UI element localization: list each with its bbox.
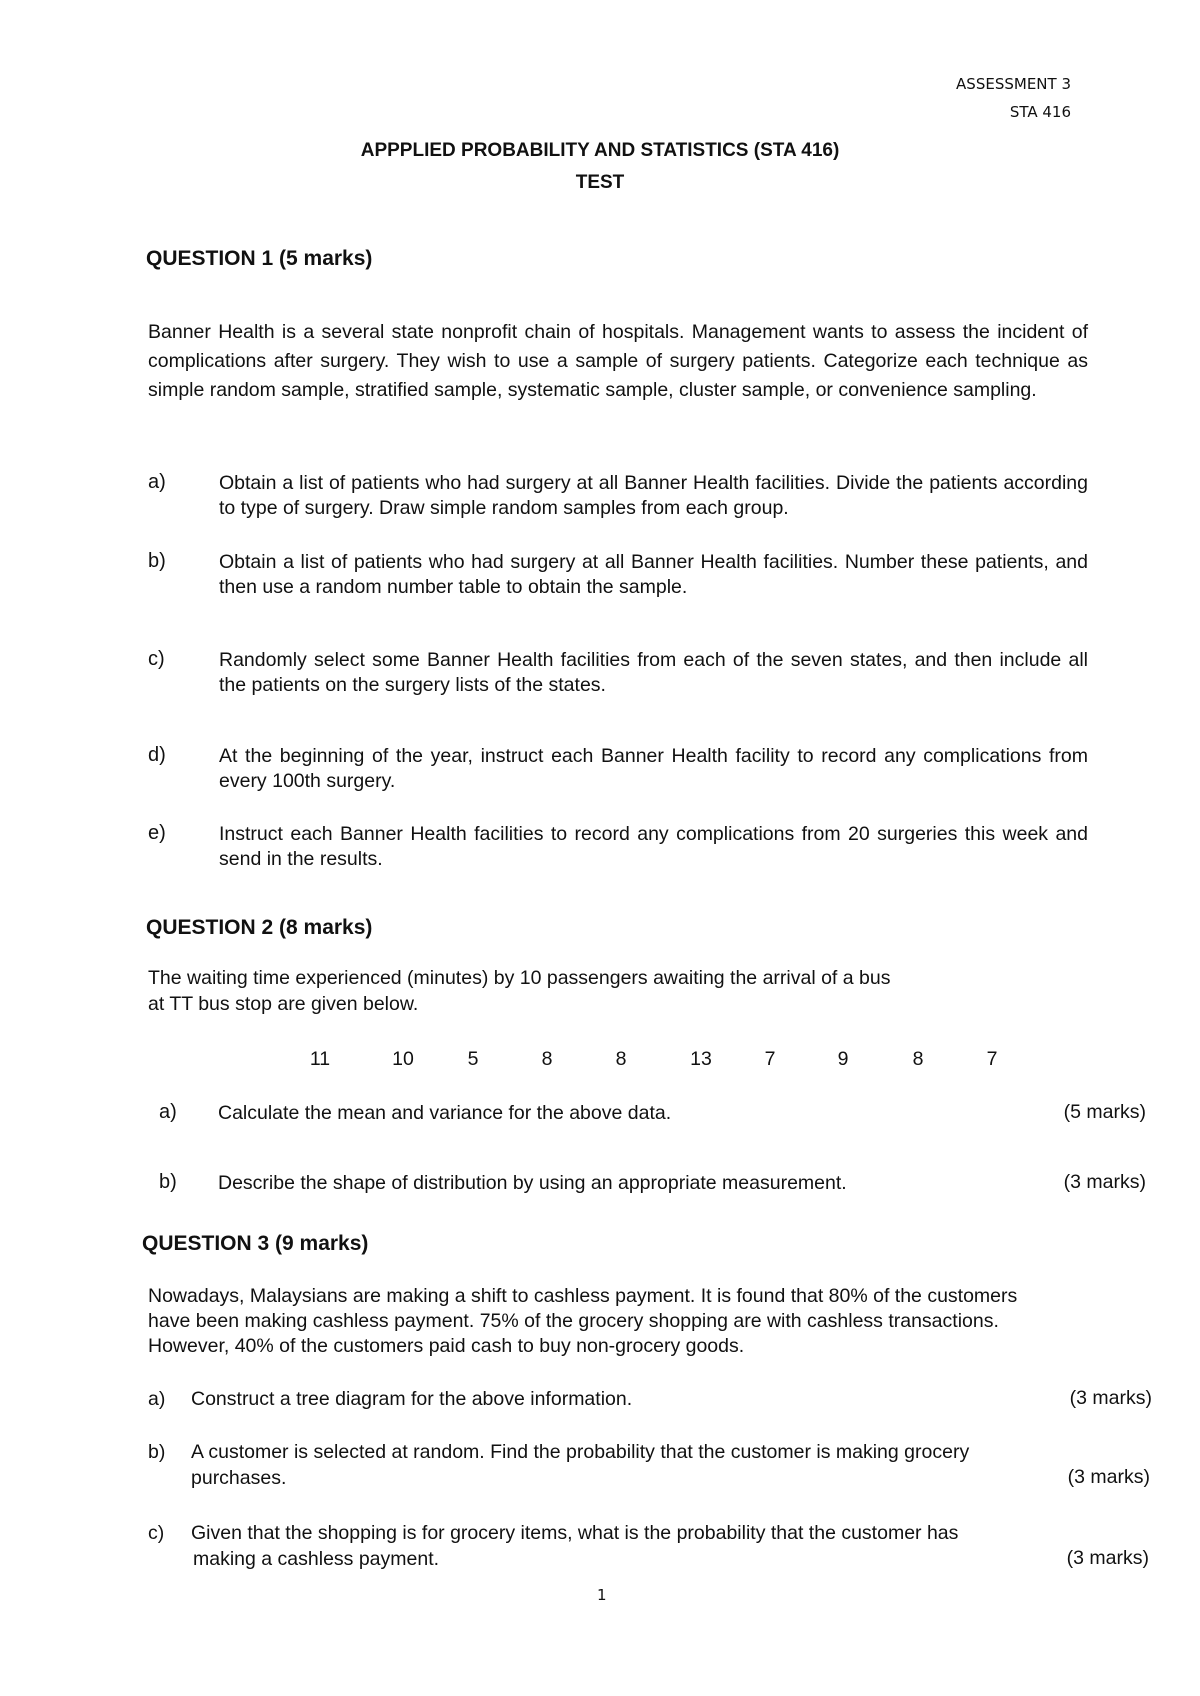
q1-item-a-label: a) xyxy=(148,471,166,493)
data-value: 13 xyxy=(690,1048,712,1070)
q3-item-c-label: c) xyxy=(148,1522,165,1544)
course-code: STA 416 xyxy=(1009,103,1071,121)
q2-item-a-label: a) xyxy=(159,1101,177,1123)
q2-item-b-label: b) xyxy=(159,1171,177,1193)
q3-item-a-marks: (3 marks) xyxy=(1069,1387,1152,1409)
q1-item-d-text: At the beginning of the year, instruct each Banner Health facility to record any complications from every 100th surgery. xyxy=(219,745,1088,792)
q3-item-b-text-line-2: purchases. xyxy=(191,1467,287,1489)
data-value: 7 xyxy=(986,1048,998,1070)
question-2-intro-line-1: The waiting time experienced (minutes) by 10 passengers awaiting the arrival of a bus xyxy=(148,967,891,989)
q2-item-b-marks: (3 marks) xyxy=(1063,1171,1146,1193)
q1-item-c-text: Randomly select some Banner Health facilities from each of the seven states, and then include all the patients on the surgery lists of the states. xyxy=(219,649,1088,696)
q3-item-c-marks: (3 marks) xyxy=(1066,1547,1149,1569)
q1-item-b-text: Obtain a list of patients who had surgery at all Banner Health facilities. Number these patients, and then use a random number table to obtain the sample. xyxy=(219,551,1088,598)
q1-item-a-text: Obtain a list of patients who had surgery at all Banner Health facilities. Divide the patients according to type of surgery. Draw simple random samples from each group. xyxy=(219,472,1088,519)
q2-item-a-marks: (5 marks) xyxy=(1063,1101,1146,1123)
question-3-intro-line-2: have been making cashless payment. 75% of the grocery shopping are with cashless transactions. xyxy=(148,1310,999,1332)
question-3-heading: QUESTION 3 (9 marks) xyxy=(142,1232,369,1255)
q3-item-c-text-line-2: making a cashless payment. xyxy=(193,1548,440,1570)
q1-item-e-text: Instruct each Banner Health facilities to record any complications from 20 surgeries this week and send in the results. xyxy=(219,823,1088,870)
q1-item-c-label: c) xyxy=(148,648,165,670)
data-value: 7 xyxy=(764,1048,776,1070)
data-value: 5 xyxy=(467,1048,479,1070)
q3-item-b-text-line-1: A customer is selected at random. Find the probability that the customer is making grocery xyxy=(191,1441,970,1463)
question-2-intro-line-2: at TT bus stop are given below. xyxy=(148,993,419,1015)
question-3-intro-line-1: Nowadays, Malaysians are making a shift to cashless payment. It is found that 80% of the customers xyxy=(148,1285,1018,1307)
question-1-heading: QUESTION 1 (5 marks) xyxy=(146,247,373,270)
data-value: 8 xyxy=(615,1048,627,1070)
document-subtitle: TEST xyxy=(575,172,625,193)
question-2-heading: QUESTION 2 (8 marks) xyxy=(146,916,373,939)
data-value: 10 xyxy=(392,1048,414,1070)
q3-item-a-label: a) xyxy=(148,1388,166,1410)
q3-item-a-text: Construct a tree diagram for the above information. xyxy=(191,1388,633,1410)
q2-item-b-text: Describe the shape of distribution by using an appropriate measurement. xyxy=(218,1172,847,1194)
q3-item-b-label: b) xyxy=(148,1441,166,1463)
q1-item-b-label: b) xyxy=(148,550,166,572)
data-value: 9 xyxy=(837,1048,849,1070)
q3-item-b-marks: (3 marks) xyxy=(1067,1466,1150,1488)
data-value: 8 xyxy=(912,1048,924,1070)
q2-item-a-text: Calculate the mean and variance for the above data. xyxy=(218,1102,672,1124)
question-1-intro: Banner Health is a several state nonprofit chain of hospitals. Management wants to assess the incident of complications after surgery. They wish to use a sample of surgery patients. Categorize each technique as simple random sample, stratified sample, systematic sample, cluster sample, or convenience sampling. xyxy=(148,321,1088,401)
data-value: 8 xyxy=(541,1048,553,1070)
question-3-intro-line-3: However, 40% of the customers paid cash to buy non-grocery goods. xyxy=(148,1335,745,1357)
page-number: 1 xyxy=(597,1586,607,1604)
q1-item-e-label: e) xyxy=(148,822,166,844)
document-title: APPPLIED PROBABILITY AND STATISTICS (STA 416) xyxy=(360,140,840,161)
assessment-label: ASSESSMENT 3 xyxy=(956,75,1071,93)
q1-item-d-label: d) xyxy=(148,744,166,766)
q3-item-c-text-line-1: Given that the shopping is for grocery items, what is the probability that the customer has xyxy=(191,1522,959,1544)
data-value: 11 xyxy=(309,1048,331,1070)
